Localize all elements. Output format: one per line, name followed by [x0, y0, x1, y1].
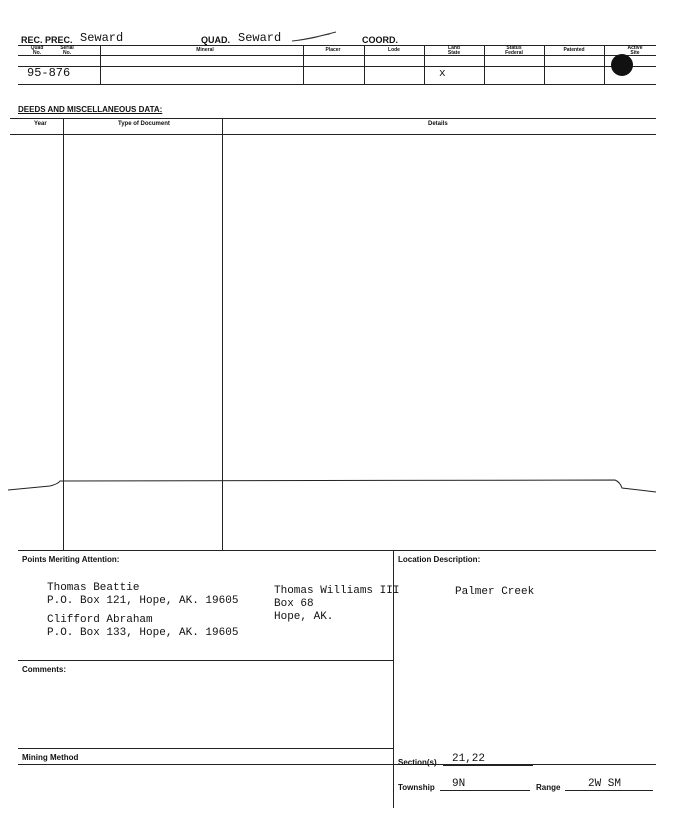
col-active-site: Active Site [627, 45, 643, 56]
quad-value: Seward [238, 31, 282, 45]
quad-serial-number: 95-876 [27, 66, 71, 80]
contact-right-line-3: Hope, AK. [274, 611, 334, 623]
col-mineral: Mineral [196, 47, 214, 53]
township-value: 9N [452, 778, 466, 790]
location-description-label: Location Description: [398, 555, 481, 564]
points-meriting-attention-label: Points Meriting Attention: [22, 555, 120, 564]
col-year: Year [34, 121, 47, 127]
contact-line-1: Thomas Beattie [47, 582, 140, 594]
col-serial-no: Serial No. [60, 45, 74, 56]
range-label: Range [536, 783, 561, 792]
coord-label: COORD. [362, 35, 398, 45]
col-patented: Patented [563, 47, 585, 53]
col-placer: Placer [325, 47, 341, 53]
punch-hole-dot [611, 54, 633, 76]
contact-line-4: P.O. Box 133, Hope, AK. 19605 [47, 627, 239, 639]
col-lode: Lode [388, 47, 400, 53]
contact-right-line-1: Thomas Williams III [274, 585, 400, 597]
section-value: 21,22 [452, 753, 486, 765]
fold-line [0, 478, 678, 498]
comments-label: Comments: [22, 665, 67, 674]
col-quad-no: Quad No. [30, 45, 44, 56]
contact-line-2: P.O. Box 121, Hope, AK. 19605 [47, 595, 239, 607]
col-details: Details [428, 121, 448, 127]
land-state-mark: x [439, 68, 446, 80]
deeds-title: DEEDS AND MISCELLANEOUS DATA: [18, 105, 163, 114]
rec-prec-value: Seward [80, 31, 124, 45]
quad-label: QUAD. [201, 35, 230, 45]
pen-stroke-mark [290, 30, 340, 42]
location-value: Palmer Creek [455, 586, 535, 598]
col-type-of-document: Type of Document [118, 121, 170, 127]
col-status-federal: Status Federal [505, 45, 523, 56]
range-value: 2W SM [588, 778, 622, 790]
section-label: Section(s) [398, 758, 437, 767]
rec-prec-label: REC. PREC. [21, 35, 73, 45]
contact-right-line-2: Box 68 [274, 598, 314, 610]
township-label: Township [398, 783, 435, 792]
mining-method-label: Mining Method [22, 753, 79, 762]
col-land-state: Land State [447, 45, 461, 56]
contact-line-3: Clifford Abraham [47, 614, 153, 626]
